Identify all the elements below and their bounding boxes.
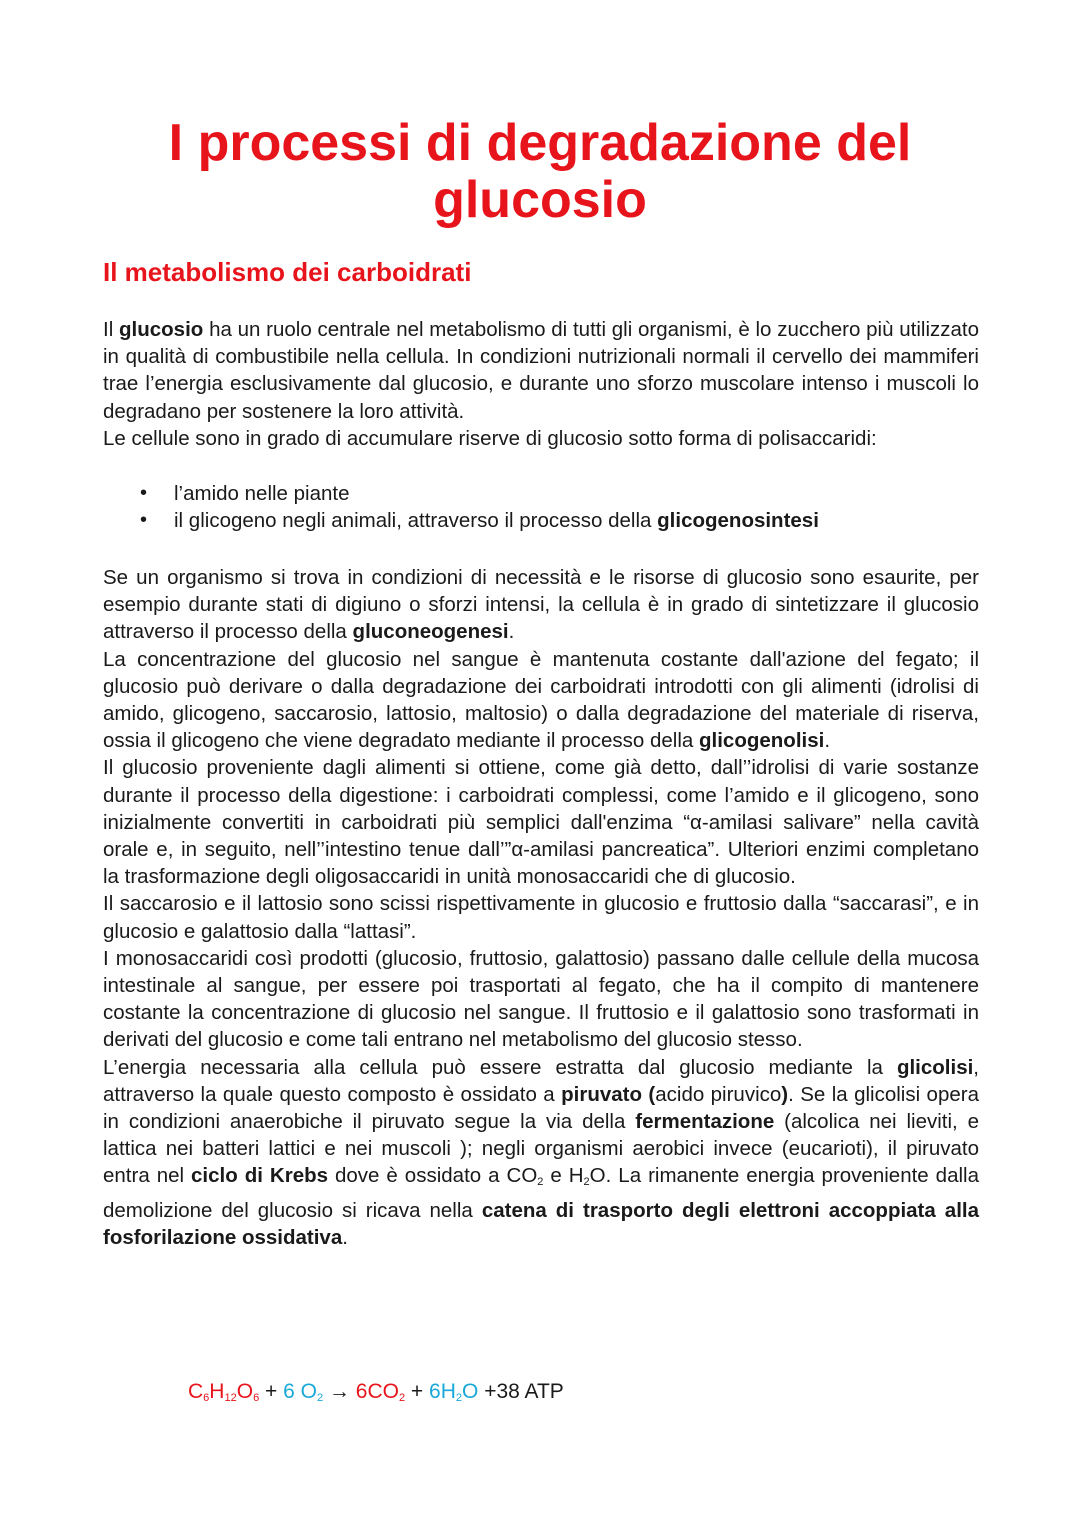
arrow-icon: → <box>323 1380 356 1403</box>
list-item: • il glicogeno negli animali, attraverso il processo della glicogenosintesi <box>103 507 979 534</box>
co2-formula: $6CO_2$ <box>355 1380 406 1404</box>
glucose-formula: $C_6H_{12}O_6$ <box>188 1380 260 1404</box>
term-ciclo-di-krebs: ciclo di Krebs <box>191 1164 329 1188</box>
term-catena-trasporto: catena di trasporto degli elettroni accoppiata alla fosforilazione ossidativa <box>103 1198 979 1249</box>
document-title-line-2: glucosio <box>433 171 647 229</box>
list-item: • l’amido nelle piante <box>103 480 979 507</box>
section-heading: Il metabolismo dei carboidrati <box>103 257 472 287</box>
paragraph-digestion: Il glucosio proveniente dagli alimenti si ottiene, come già detto, dall’’idrolisi di varie sostanze durante il processo della digestione: i carboidrati complessi, come l’amido e il glicogeno, sono inizialmente convertiti in carboidrati più semplici dall'enzima “α-amilasi salivare” nella cavità orale e, in seguito, nell’’intestino tenue dall’”α-amilasi pancreatica”. Ulteriori enzimi completano la trasformazione degli oligosaccaridi in unità monosaccaridi che di glucosio. <box>103 756 979 889</box>
paragraph-gluconeogenesis: Se un organismo si trova in condizioni di necessità e le risorse di glucosio sono esaurite, per esempio durante stati di digiuno o sforzi intensi, la cellula è in grado di sintetizzare il glucosio attraverso il processo della gluconeogenesi. La concentrazione del glucosio nel sangue è mantenuta costante dall'azione del fegato; il glucosio può derivare o dalla degradazione dei carboidrati introdotti con gli alimenti (idrolisi di amido, glicogeno, saccarosio, lattosio, maltosio) o dalla degradazione del materiale di riserva, ossia il glicogeno che viene degradato mediante il processo della glicogenolisi. Il glucosio proveniente dagli alimenti si ottiene, come già detto, dall’’idrolisi di varie sostanze durante il processo della digestione: i carboidrati complessi, come l’amido e il glicogeno, sono inizialmente convertiti in carboidrati più semplici dall'enzima “α-amilasi salivare” nella cavità orale e, in seguito, nell’’intestino tenue dall’”α-amilasi pancreatica”. Ulteriori enzimi completano la trasformazione degli oligosaccaridi in unità monosaccaridi che di glucosio. Il saccarosio e il lattosio sono scissi rispettivamente in glucosio e fruttosio dalla “saccarasi”, e in glucosio e galattosio dalla “lattasi”. I monosaccaridi così prodotti (glucosio, fruttosio, galattosio) passano dalle cellule della mucosa intestinale al sangue, per essere poi trasportati al fegato, che ha il compito di mantenere costante la concentrazione di glucosio nel sangue. Il fruttosio e il galattosio sono trasformati in derivati del glucosio e come tali entrano nel metabolismo del glucosio stesso. L’energia necessaria alla cellula può essere estratta dal glucosio mediante la glicolisi, attraverso la quale questo composto è ossidato a piruvato (acido piruvico). Se la glicolisi opera in condizioni anaerobiche il piruvato segue la via della fermentazione (alcolica nei lieviti, e lattica nei batteri lattici e nei muscoli ); negli organismi aerobici invece (eucarioti), il piruvato entra nel ciclo di Krebs dove è ossidato a $CO_2$ e $H_2O$. La rimanente energia proveniente dalla demolizione del glucosio si ricava nella catena di trasporto degli elettroni accoppiata alla fosforilazione ossidativa. <box>103 566 980 1249</box>
paragraph-monosaccharides: I monosaccaridi così prodotti (glucosio, fruttosio, galattosio) passano dalle cellule della mucosa intestinale al sangue, per essere poi trasportati al fegato, che ha il compito di mantenere costante la concentrazione di glucosio nel sangue. Il fruttosio e il galattosio sono trasformati in derivati del glucosio e come tali entrano nel metabolismo del glucosio stesso. <box>103 946 979 1052</box>
oxygen-formula: 6 $O_2$ <box>283 1380 324 1404</box>
document-title-line-1: I processi di degradazione del <box>168 114 912 172</box>
term-glucosio: glucosio <box>119 318 204 341</box>
atp-yield: +38 ATP <box>478 1380 564 1403</box>
term-glicolisi: glicolisi <box>896 1055 974 1079</box>
polysaccharide-list <box>103 480 979 534</box>
glucose-oxidation-equation: $C_6H_{12}O_6 + 6$ $O_2 \to 6CO_2 + 6H_2O +38$ ATP <box>188 1380 564 1404</box>
paragraph-saccarasi: Il saccarosio e il lattosio sono scissi rispettivamente in glucosio e fruttosio dalla “saccarasi”, e in glucosio e galattosio dalla “lattasi”. <box>103 892 979 943</box>
paragraph-reserves: Le cellule sono in grado di accumulare riserve di glucosio sotto forma di polisaccaridi: <box>103 426 877 450</box>
term-gluconeogenesi: gluconeogenesi <box>352 620 509 644</box>
term-glicogenolisi: glicogenolisi <box>699 729 825 753</box>
term-glicogenosintesi: glicogenosintesi <box>657 509 819 533</box>
water-formula: $6H_2O$ <box>429 1380 479 1404</box>
term-fermentazione: fermentazione <box>635 1110 775 1134</box>
paragraph-glucose-role: Il glucosio ha un ruolo centrale nel metabolismo di tutti gli organismi, è lo zucchero più utilizzato in qualità di combustibile nella cellula. In condizioni nutrizionali normali il cervello dei mammiferi trae l’energia esclusivamente dal glucosio, e durante uno sforzo muscolare intenso i muscoli lo degradano per sostenere la loro attività. Le cellule sono in grado di accumulare riserve di glucosio sotto forma di polisaccaridi: <box>103 318 979 450</box>
term-piruvato: piruvato ( <box>561 1082 656 1106</box>
